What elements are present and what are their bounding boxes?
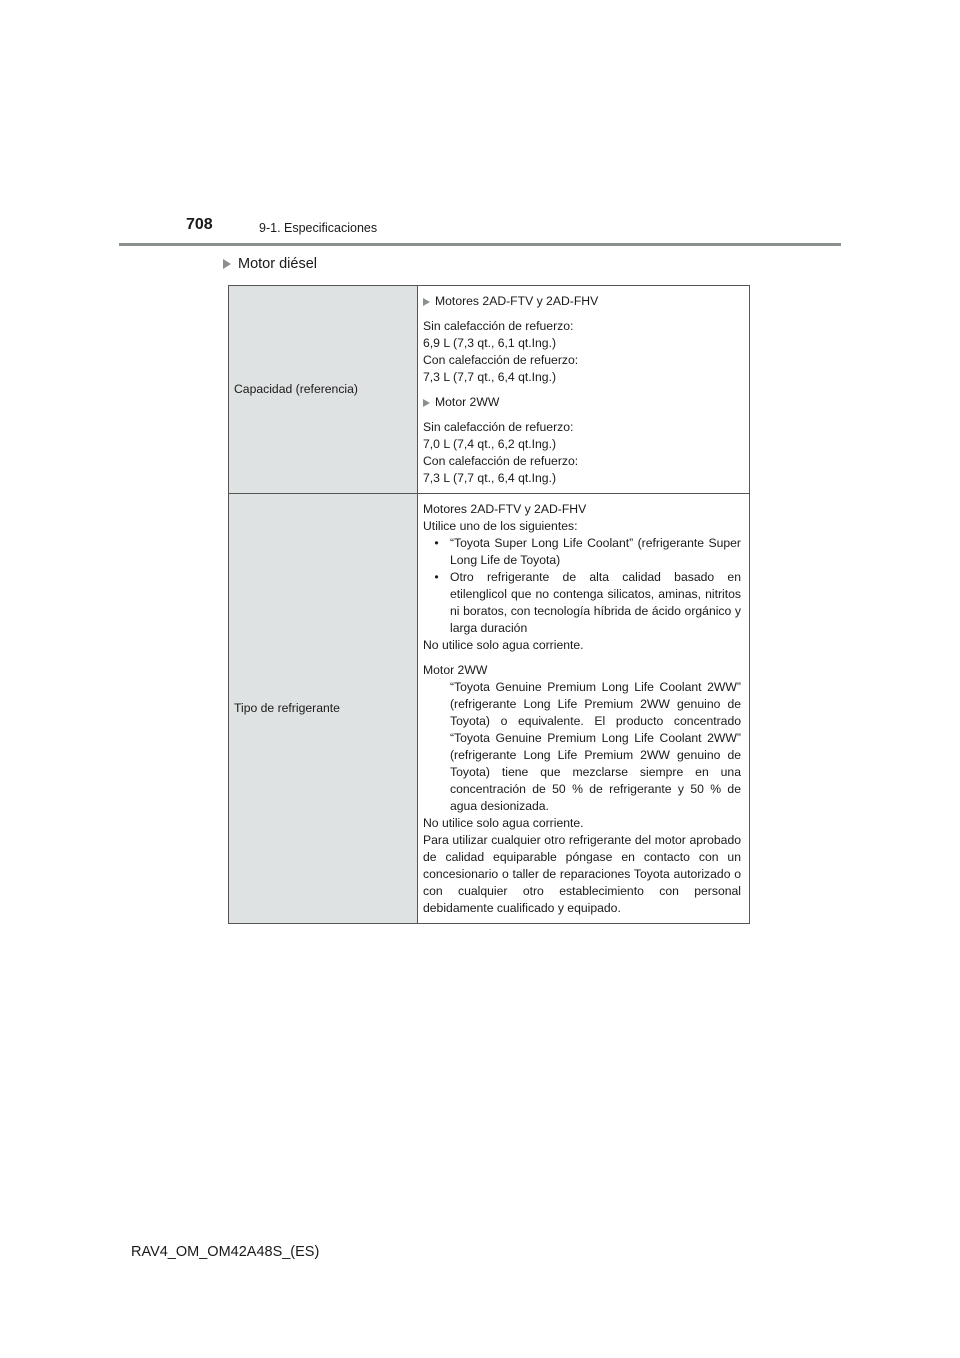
capacity-value xyxy=(418,286,750,494)
page-number: 708 xyxy=(186,216,213,233)
capacity-group1-title: Motores 2AD-FTV y 2AD-FHV xyxy=(435,294,599,308)
coolant-group1-title: Motores 2AD-FTV y 2AD-FHV xyxy=(423,502,587,516)
capacity-group2-heading xyxy=(423,394,741,411)
table-row-coolant xyxy=(229,494,750,924)
document-code: RAV4_OM_OM42A48S_(ES) xyxy=(131,1244,320,1260)
section-title: 9-1. Especificaciones xyxy=(259,221,378,235)
subheading-text: Motor diésel xyxy=(238,256,317,272)
spec-table xyxy=(228,285,750,924)
capacity-group2-line: Sin calefacción de refuerzo: xyxy=(423,420,574,434)
triangle-marker-icon xyxy=(423,399,430,407)
bullet-icon: • xyxy=(434,536,439,550)
capacity-group1-line: 6,9 L (7,3 qt., 6,1 qt.Ing.) xyxy=(423,336,557,350)
capacity-label: Capacidad (referencia) xyxy=(229,286,418,494)
coolant-label: Tipo de refrigerante xyxy=(229,494,418,924)
coolant-group2-text: “Toyota Genuine Premium Long Life Coolant 2WW” (refrigerante Long Life Premium 2WW genuino de Toyota) o equivalente. El producto concentrado “Toyota Genuine Premium Long Life Coolant 2WW” (refrigerante Long Life Premium 2WW genuino de Toyota) tiene que mezclarse siempre en una concentración de 50 % de refrigerante y 50 % de agua desionizada. xyxy=(450,680,741,813)
coolant-bullet xyxy=(423,569,741,637)
capacity-group2-title: Motor 2WW xyxy=(435,395,500,409)
capacity-group1-line: Con calefacción de refuerzo: xyxy=(423,353,579,367)
coolant-value xyxy=(418,494,750,924)
capacity-group2-line: 7,0 L (7,4 qt., 6,2 qt.Ing.) xyxy=(423,437,557,451)
capacity-group1-line: 7,3 L (7,7 qt., 6,4 qt.Ing.) xyxy=(423,370,557,384)
bullet-icon: • xyxy=(434,570,439,584)
coolant-bullet xyxy=(423,535,741,569)
subheading xyxy=(223,256,317,272)
coolant-group1-note: No utilice solo agua corriente. xyxy=(423,638,584,652)
coolant-group1-intro: Utilice uno de los siguientes: xyxy=(423,519,578,533)
table-row-capacity xyxy=(229,286,750,494)
triangle-marker-icon xyxy=(423,298,430,306)
coolant-group2-note: No utilice solo agua corriente. xyxy=(423,816,584,830)
triangle-marker-icon xyxy=(223,259,231,269)
coolant-bullet-text: “Toyota Super Long Life Coolant” (refrigerante Super Long Life de Toyota) xyxy=(450,536,741,567)
capacity-group2-line: 7,3 L (7,7 qt., 6,4 qt.Ing.) xyxy=(423,471,557,485)
coolant-group2-title: Motor 2WW xyxy=(423,663,488,677)
capacity-group2-line: Con calefacción de refuerzo: xyxy=(423,454,579,468)
coolant-group2-paragraph: Para utilizar cualquier otro refrigerante del motor aprobado de calidad equiparable póngase en contacto con un concesionario o taller de reparaciones Toyota autorizado o con cualquier otro establecimiento con personal debidamente cualificado y equipado. xyxy=(423,833,741,915)
capacity-group1-heading xyxy=(423,293,741,310)
capacity-group1-line: Sin calefacción de refuerzo: xyxy=(423,319,574,333)
coolant-bullet-text: Otro refrigerante de alta calidad basado en etilenglicol que no contenga silicatos, aminas, nitritos ni boratos, con tecnología híbrida de ácido orgánico y larga duración xyxy=(450,570,741,635)
header-divider xyxy=(119,243,841,246)
